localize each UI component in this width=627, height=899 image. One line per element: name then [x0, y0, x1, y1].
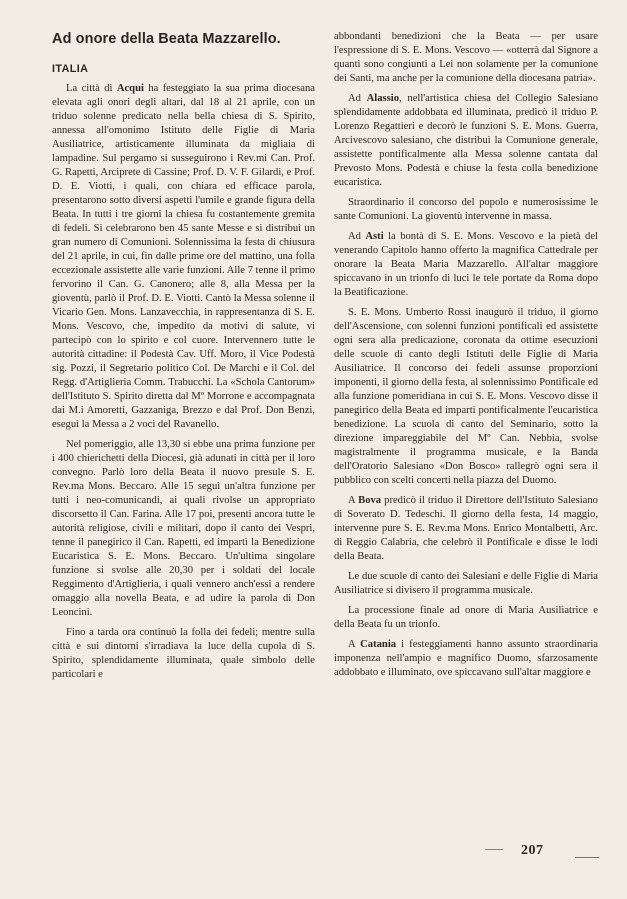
- paragraph-alassio: [334, 92, 598, 190]
- place-name: Alassio: [366, 93, 400, 104]
- text-run: i festeggiamenti hanno assunto straordinaria imponenza nell'ampio e magnifico Duomo, sfarzosamente addobbato e illuminato, ove spiccavano sull'altar maggiore e: [334, 639, 598, 678]
- paragraph-acqui: [52, 82, 315, 432]
- place-name: Catania: [360, 639, 397, 650]
- text-run: Ad: [348, 93, 367, 104]
- paragraph-asti: [334, 230, 598, 300]
- text-run: predicò il triduo il Direttore dell'Istituto Salesiano di Soverato D. Tedeschi. Il giorno della festa, 14 maggio, intervenne pure S. E. Rev.ma Mons. Enrico Montalbetti, Arc. di Reggio Calabria, che celebrò il Pontificale e disse le lodi della Beata.: [334, 495, 598, 562]
- section-heading: ITALIA: [52, 63, 89, 75]
- left-column: [52, 30, 315, 688]
- text-run: Ad: [348, 231, 366, 242]
- footer-rule: [575, 857, 599, 858]
- paragraph: Nel pomeriggio, alle 13,30 si ebbe una prima funzione per i 400 chierichetti della Diocesi, già adunati in città per il loro convegno. Parlò loro della Beata il nuovo presule S. E. Rev.ma Mons. Beccaro. Alle 15 seguì un'altra funzione per tutti i neo-comunicandi, ai quali rivolse un appropriato discorsetto il Can. Farina. Alle 17 poi, presenti ancora tutte le autorità religiose, civili e militari, dopo il canto dei Vespri, tenne il panegirico il Can. Rapetti, ed impartì la Benedizione Eucaristica S. E. Mons. Beccaro. Un'ultima singolare funzione si svolse alle 20,30 per i soldati del locale Reggimento d'Artiglieria, i quali vennero anch'essi a rendere omaggio alla novella Beata, e ad udire la parola di Don Leoncini.: [52, 439, 315, 618]
- text-run: ha festeggiato la sua prima diocesana elevata agli onori degli altari, dal 18 al 21 aprile, con un triduo solenne predicato nella bella chiesa di S. Spirito, annessa all'omonimo Istituto delle Figlie di Maria Ausiliatrice, artisticamente illuminata da migliaia di lampadine. Sul pergamo si susseguirono i Rev.mi Can. Prof. G. Rapetti, Arciprete di Cassine; Prof. D. V. F. Gilardi, e Prof. D. E. Viotti, i quali, con chiara ed efficace parola, presentarono sotto diversi aspetti l'umile e grande figura della Beata. In tutti i tre giorni la chiesa fu costantemente gremita di fedeli. Si celebrarono ben 45 sante Messe e si distribuì un gran numero di Comunioni. Solennissima la festa di chiusura del 21 aprile, in cui, fin dalle prime ore del mattino, una folla eccezionale assistette alle varie funzioni. Alle 7 tenne il primo fervorino il Can. G. Canonero; alle 8, alla Messa per la gioventù, parlò il Prof. D. E. Viotti. Cantò la Messa solenne il Vicario Gen. Mons. Lanzavecchia, in rappresentanza di S. E. Mons. Vescovo, che, impedito da motivi di salute, vi partecipò con lo spirito e col cuore. Intervennero tutte le autorità cittadine: il Podestà Cav. Uff. Moro, il Vice Podestà sig. Pozzi, il Segretario politico Col. De Marchi e il Col. del Regg. d'Artiglieria Comm. Trabucchi. La «Schola Cantorum» dell'Istituto S. Spirito diretta dal Mº Morrone e accompagnata dai M.i Amoretti, Gazzaniga, Brezzo e dal Prof. Don Benzi, eseguì la Messa a 2 voci del Ravanello.: [52, 83, 315, 430]
- place-name: Bova: [358, 495, 382, 506]
- article-title: Ad onore della Beata Mazzarello.: [52, 31, 281, 47]
- text-run: La città di: [66, 83, 117, 94]
- page-number: 207: [521, 843, 544, 858]
- text-run: la bontà di S. E. Mons. Vescovo e la pietà del venerando Capitolo hanno offerto la magnifica Cattedrale per onorare la Beata Maria Mazzarello. All'altar maggiore spiccavano in un trionfo di luci le tele portate da Roma dopo la Beatificazione.: [334, 231, 598, 298]
- paragraph: La processione finale ad onore di Maria Ausiliatrice e della Beata fu un trionfo.: [334, 605, 598, 630]
- paragraph: S. E. Mons. Umberto Rossi inaugurò il triduo, il giorno dell'Ascensione, con solenni funzioni pontificali ed assistette ogni sera alla predicazione, coronata da ottime esecuzioni delle scuole di canto degli Istituti delle Figlie di Maria Ausiliatrice. Il concorso dei fedeli assunse proporzioni imponenti, il giorno della festa, al solennissimo Pontificale ed alla funzione pomeridiana in cui S. E. Mons. Vescovo disse il panegirico della Beata ed impartì pontificalmente l'eucaristica benedizione. La scuola di canto del Seminario, sotto la direzione impareggiabile del Mº Can. Nebbia, svolse magistralmente il programma musicale, e la Banda dell'Oratorio Salesiano «Don Bosco» rallegrò ogni sera il pubblico con scelti concerti nella piazza del Duomo.: [334, 307, 598, 486]
- place-name: Asti: [365, 231, 384, 242]
- footer-dash: [485, 849, 503, 850]
- text-run: , nell'artistica chiesa del Collegio Salesiano splendidamente addobbata ed illuminata, predicò il triduo P. Lorenzo Regattieri e decorò le funzioni S. E. Mons. Guerra, Arcivescovo salesiano, che distribuì la Comunione generale, assistette pontificalmente alla Messa solenne cantata dal Prevosto Mons. Podestà e chiuse la festa colla benedizione eucaristica.: [334, 93, 598, 188]
- paragraph-bova: [334, 494, 598, 564]
- paragraph: Fino a tarda ora continuò la folla dei fedeli; mentre sulla città e sui dintorni s'irradiava la luce della cupola di S. Spirito, splendidamente illuminata, quale simbolo delle particolari e: [52, 627, 315, 680]
- paragraph-catania: [334, 638, 598, 680]
- text-run: A: [348, 495, 359, 506]
- text-run: A: [348, 639, 361, 650]
- right-column: [334, 30, 598, 686]
- place-name: Acqui: [116, 83, 144, 94]
- paragraph: Straordinario il concorso del popolo e numerosissime le sante Comunioni. La gioventù intervenne in massa.: [334, 197, 598, 222]
- paragraph: Le due scuole di canto dei Salesiani e delle Figlie di Maria Ausiliatrice si divisero il programma musicale.: [334, 571, 598, 596]
- paragraph-continued: abbondanti benedizioni che la Beata — per usare l'espressione di S. E. Mons. Vescovo — «otterrà dal Signore a quanti sono congiunti a Lei non solamente per la comunione dei Santi, ma anche per la comunione della diocesana patria».: [334, 31, 598, 84]
